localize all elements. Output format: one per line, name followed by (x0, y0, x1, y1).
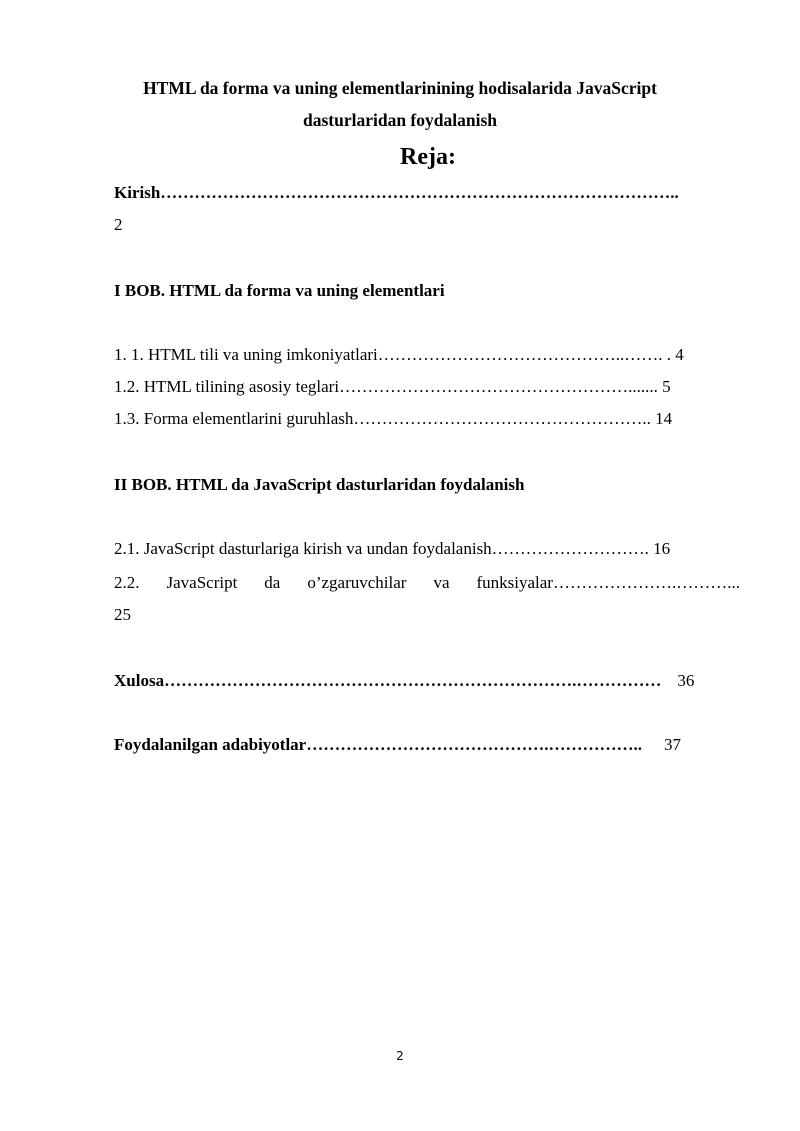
plan-heading: Reja: (400, 144, 456, 170)
toc-entry-kirish (114, 178, 746, 208)
toc-references-page: 37 (663, 735, 681, 754)
document-title-line-2: dasturlaridan foydalanish (302, 110, 497, 130)
toc-entry-1-3: 1.3. Forma elementlarini guruhlash…………………………………………….. 14 (114, 409, 673, 428)
toc-entry-xulosa (114, 666, 746, 696)
toc-xulosa-label: Xulosa (114, 671, 165, 690)
toc-xulosa-page: 36 (677, 671, 695, 690)
toc-entry-1-2: 1.2. HTML tilining asosiy teglari……………………………………………....... 5 (114, 377, 671, 396)
page-number: 2 (396, 1049, 404, 1063)
toc-entry-2-2-word: JavaScript (166, 573, 238, 592)
document-title-line-1: HTML da forma va uning elementlarinining hodisalarida JavaScript (143, 78, 657, 98)
toc-chapter-2-heading: II BOB. HTML da JavaScript dasturlaridan foydalanish (114, 475, 525, 494)
toc-references-label: Foydalanilgan adabiyotlar (114, 735, 307, 754)
toc-entry-2-2-word: da (264, 573, 281, 592)
toc-entry-references (114, 730, 746, 760)
toc-references-dots: …………………………………….…………….. (306, 735, 642, 754)
toc-entry-2-2-word: o’zgaruvchilar (307, 573, 407, 592)
toc-kirish-label: Kirish (114, 183, 161, 202)
toc-entry-1-1: 1. 1. HTML tili va uning imkoniyatlari……………………………………..……. . 4 (114, 345, 684, 364)
toc-chapter-1-heading: I BOB. HTML da forma va uning elementlari (114, 281, 445, 300)
toc-entry-2-2-word: funksiyalar………………….………... (476, 573, 740, 592)
toc-entry-2-2-word: 2.2. (114, 573, 140, 592)
toc-kirish-dots: ……………………………………………………………………………….. (160, 183, 679, 202)
toc-xulosa-dots: ……………………………………………………………….…………… (164, 671, 662, 690)
toc-entry-2-2 (114, 568, 740, 598)
toc-entry-2-2-page: 25 (114, 605, 131, 624)
toc-kirish-page: 2 (114, 215, 123, 234)
toc-entry-2-2-word: va (433, 573, 450, 592)
toc-entry-2-1: 2.1. JavaScript dasturlariga kirish va undan foydalanish………………………. 16 (114, 539, 671, 558)
